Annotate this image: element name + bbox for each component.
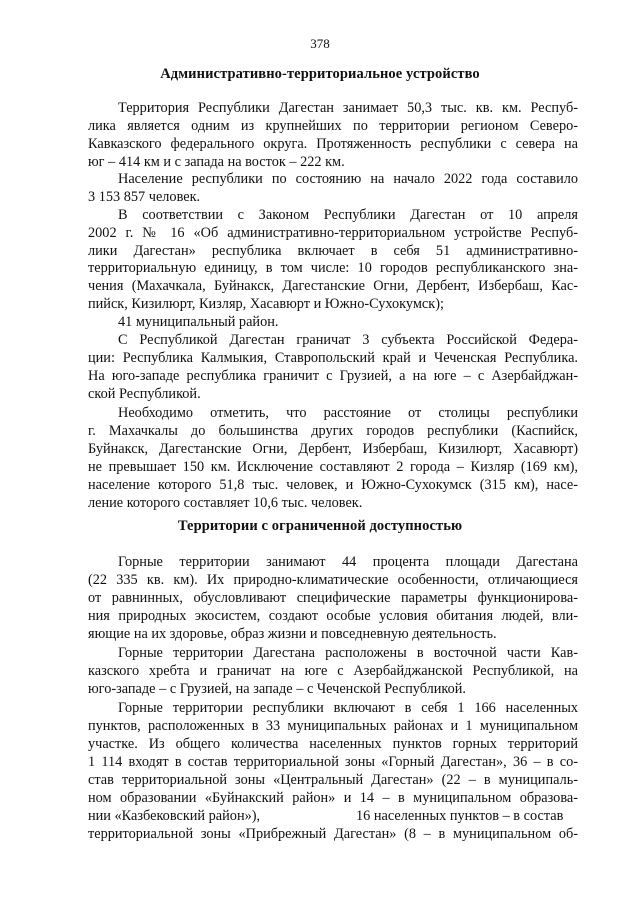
page-number: 378 <box>310 36 330 51</box>
text-line: Население республики по состоянию на начало 2022 года составило <box>118 171 578 187</box>
text-line: Горные территории Дагестана расположены в восточной части Кав- <box>118 645 578 661</box>
text-line: юг – 414 км и с запада на восток – 222 км. <box>88 154 345 170</box>
text-line: пийск, Кизилюрт, Кизляр, Хасавюрт и Южно-Сухокумск); <box>88 296 444 312</box>
text-line: участке. Из общего количества населенных пунктов горных территорий <box>88 736 578 752</box>
text-line: г. Махачкалы до большинства других городов республики (Каспийск, <box>88 423 578 439</box>
text-line: яющие на их здоровье, образ жизни и повседневную деятельность. <box>88 626 497 642</box>
text-line: нии «Казбековский район»), <box>88 808 261 824</box>
text-line: юго-западе – с Грузией, на западе – с Чеченской Республикой. <box>88 681 466 697</box>
text-line: В соответствии с Законом Республики Дагестан от 10 апреля <box>118 207 578 223</box>
section-heading-limited-access: Территории с ограниченной доступностью <box>177 518 463 534</box>
text-line: 41 муниципальный район. <box>118 314 279 330</box>
text-line: С Республикой Дагестан граничат 3 субъекта Российской Федера- <box>118 332 578 348</box>
text-line: Горные территории занимают 44 процента площади Дагестана <box>118 554 578 570</box>
text-line: ния природных экосистем, создают особые условия обитания людей, вли- <box>88 608 578 624</box>
text-line: На юго-западе республика граничит с Грузией, а на юге – с Азербайджан- <box>88 368 578 384</box>
text-line: (22 335 кв. км). Их природно-климатические особенности, отличающиеся <box>88 572 578 588</box>
text-line: территориальную единицу, в том числе: 10 городов республиканского зна- <box>88 260 578 276</box>
text-line: казского хребта и граничат на юге с Азербайджанской Республикой, на <box>88 663 578 679</box>
text-line: 16 населенных пунктов – в состав <box>356 808 564 824</box>
text-line: ции: Республика Калмыкия, Ставропольский край и Чеченская Республика. <box>88 350 578 366</box>
text-line: пунктов, расположенных в 33 муниципальных районах и 1 муниципальном <box>88 718 578 734</box>
text-line: территориальной зоны «Прибрежный Дагестан» (8 – в муниципальном об- <box>88 826 578 842</box>
text-line: став территориальной зоны «Центральный Дагестан» (22 – в муниципаль- <box>88 772 578 788</box>
text-line: 1 114 входят в состав территориальной зоны «Горный Дагестан», 36 – в со- <box>88 754 578 770</box>
text-line: Буйнакск, Дагестанские Огни, Дербент, Избербаш, Кизилюрт, Хасавюрт) <box>88 441 578 457</box>
text-line: Необходимо отметить, что расстояние от столицы республики <box>118 405 578 421</box>
text-line: ление которого составляет 10,6 тыс. человек. <box>88 495 363 511</box>
text-line: население которого 51,8 тыс. человек, и Южно-Сухокумск (315 км), насе- <box>88 477 578 493</box>
text-line: от равнинных, обусловливают специфические параметры функционирова- <box>88 590 578 606</box>
text-line: ской Республикой. <box>88 386 201 402</box>
text-line: Кавказского федерального округа. Протяженность республики с севера на <box>88 136 578 152</box>
text-line: Горные территории республики включают в себя 1 166 населенных <box>118 700 578 716</box>
text-line: не превышает 150 км. Исключение составляют 2 города – Кизляр (169 км), <box>88 459 578 475</box>
section-heading-administrative: Административно-территориальное устройство <box>160 66 480 82</box>
text-line: Территория Республики Дагестан занимает 50,3 тыс. кв. км. Респуб- <box>118 100 578 116</box>
text-line: ном образовании «Буйнакский район» и 14 – в муниципальном образова- <box>88 790 578 806</box>
text-line: 3 153 857 человек. <box>88 189 201 205</box>
text-line: лики Дагестан» республика включает в себя 51 административно- <box>88 243 578 259</box>
text-line: чения (Махачкала, Буйнакск, Дагестанские Огни, Дербент, Избербаш, Кас- <box>88 278 578 294</box>
text-line: 2002 г. № 16 «Об административно-территориальном устройстве Респуб- <box>88 225 578 241</box>
text-line: лика является одним из крупнейших по территории регионом Северо- <box>88 118 578 134</box>
